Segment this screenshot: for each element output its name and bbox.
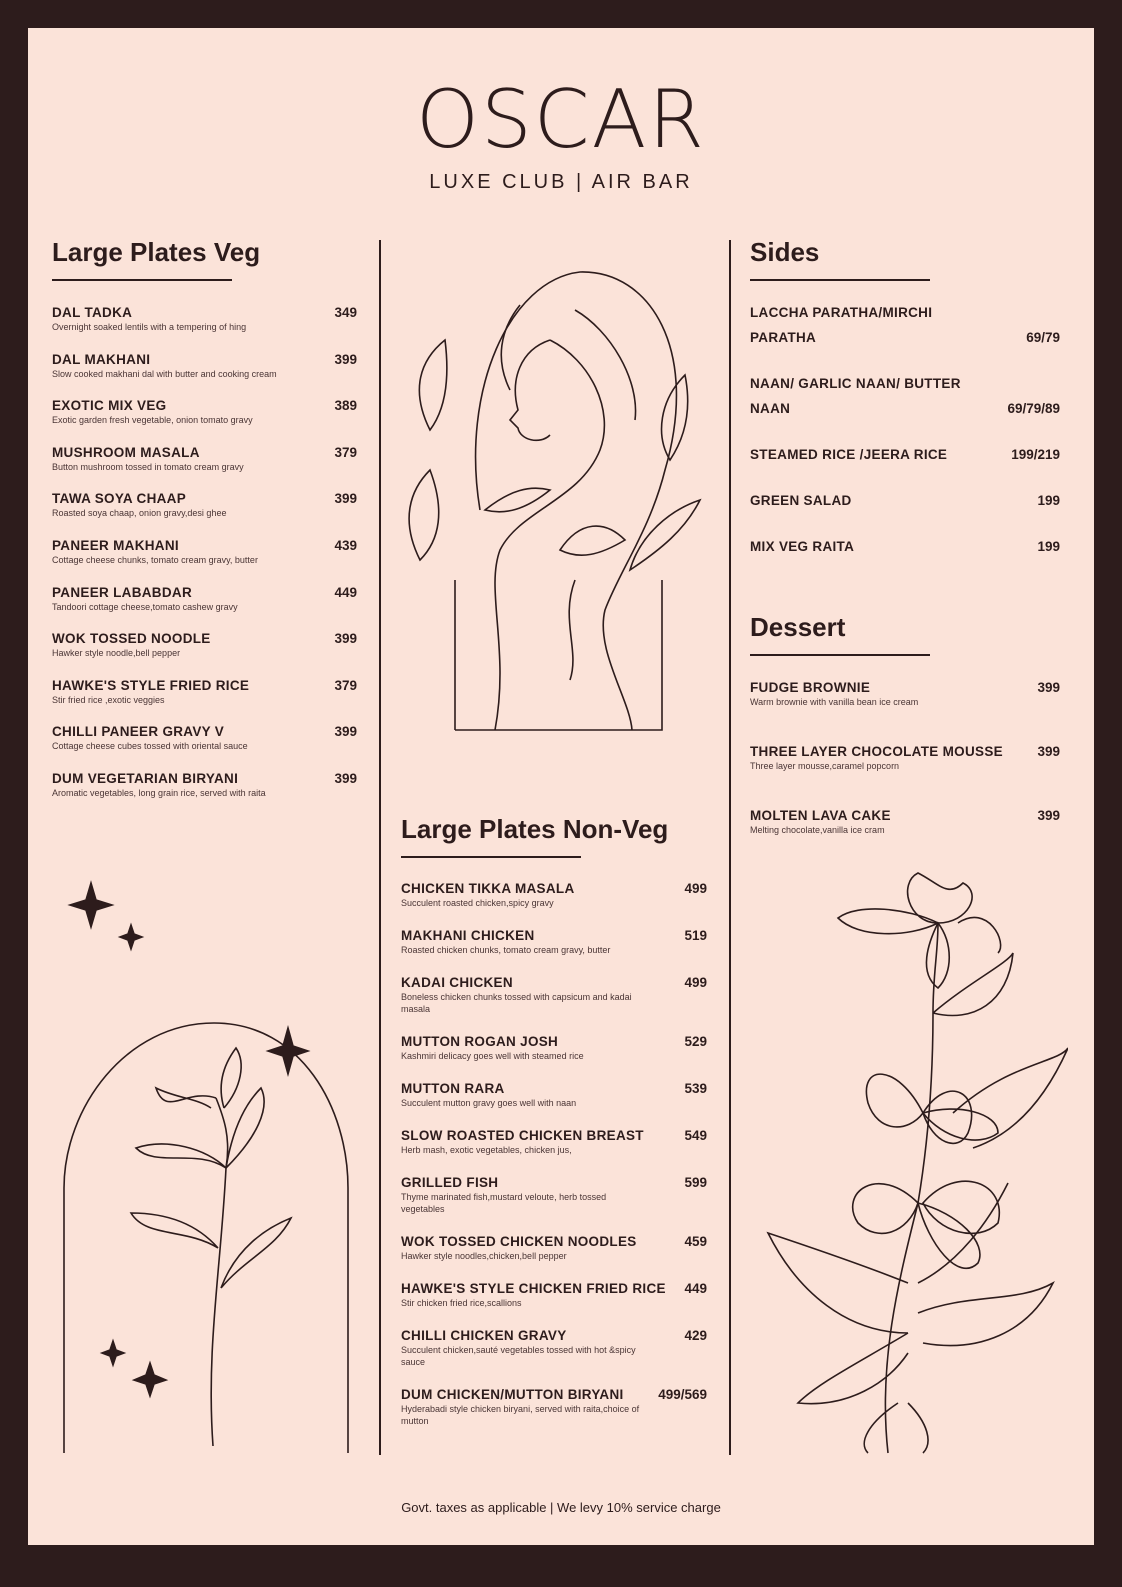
menu-item	[750, 442, 1060, 467]
menu-item	[401, 1034, 707, 1062]
menu-item-price: 399	[1037, 680, 1060, 695]
menu-item-name: WOK TOSSED NOODLE	[52, 631, 211, 647]
menu-item-description: Roasted chicken chunks, tomato cream gravy, butter	[401, 945, 611, 955]
menu-item-row	[52, 398, 357, 414]
menu-item-price: 399	[1037, 808, 1060, 823]
menu-item-name: CHILLI PANEER GRAVY V	[52, 724, 225, 740]
menu-item-description: Aromatic vegetables, long grain rice, served with raita	[52, 787, 266, 798]
menu-item-name: MIX VEG RAITA	[750, 539, 855, 554]
section-title-nonveg: Large Plates Non-Veg	[401, 814, 669, 844]
menu-item	[52, 352, 357, 399]
menu-item	[750, 300, 1060, 350]
menu-item	[750, 680, 1060, 744]
menu-item-name: DAL TADKA	[52, 305, 133, 320]
menu-item-description: Cottage cheese cubes tossed with oriental sauce	[52, 741, 248, 752]
menu-item-row	[52, 724, 357, 740]
menu-item-description: Herb mash, exotic vegetables, chicken jus,	[401, 1145, 572, 1155]
menu-item-description: Hawker style noodle,bell pepper	[52, 648, 181, 659]
nonveg-menu-list	[401, 881, 707, 1446]
menu-item	[401, 1281, 707, 1309]
menu-item-price: 379	[334, 444, 357, 460]
menu-item-description: Thyme marinated fish,mustard veloute, herb tossed vegetables	[401, 1192, 607, 1214]
menu-item-row	[52, 305, 357, 321]
menu-item	[401, 1328, 707, 1368]
menu-item-description: Roasted soya chaap, onion gravy,desi ghee	[52, 508, 227, 519]
menu-item	[52, 491, 357, 538]
menu-item-row	[750, 371, 1060, 421]
menu-item-row	[52, 538, 357, 554]
menu-item-name: HAWKE'S STYLE FRIED RICE	[52, 677, 250, 693]
menu-item-description: Succulent roasted chicken,spicy gravy	[401, 898, 554, 908]
menu-item-description: Stir chicken fried rice,scallions	[401, 1298, 522, 1308]
footer-note: Govt. taxes as applicable | We levy 10% service charge	[401, 1500, 721, 1515]
menu-page	[28, 28, 1094, 1545]
menu-item-name: LACCHA PARATHA/MIRCHI PARATHA	[750, 305, 933, 345]
menu-item-price: 459	[684, 1234, 707, 1249]
menu-item-row	[401, 1081, 707, 1097]
menu-item-row	[401, 1281, 707, 1297]
menu-item-description: Succulent mutton gravy goes well with naan	[401, 1098, 577, 1108]
menu-item-row	[401, 1328, 707, 1344]
menu-item-description: Hawker style noodles,chicken,bell pepper	[401, 1251, 567, 1261]
menu-item-name: MAKHANI CHICKEN	[401, 928, 535, 943]
section-rule	[52, 279, 232, 281]
menu-item-price: 389	[334, 398, 357, 414]
menu-item-name: GREEN SALAD	[750, 493, 852, 508]
brand-logo: OSCAR	[416, 73, 706, 166]
menu-item-row	[750, 534, 1060, 559]
menu-item-name: DUM CHICKEN/MUTTON BIRYANI	[401, 1387, 624, 1402]
menu-item-name: FUDGE BROWNIE	[750, 680, 871, 695]
section-rule	[401, 856, 581, 858]
menu-item-name: KADAI CHICKEN	[401, 975, 513, 990]
menu-item-row	[401, 928, 707, 944]
menu-item-price: 199	[1037, 493, 1060, 508]
menu-item-price: 399	[334, 770, 357, 786]
menu-item	[401, 1234, 707, 1262]
menu-item-price: 349	[334, 305, 357, 320]
menu-item	[750, 534, 1060, 559]
menu-item-description: Boneless chicken chunks tossed with capsicum and kadai masala	[401, 992, 632, 1014]
menu-item-name: NAAN/ GARLIC NAAN/ BUTTER NAAN	[750, 376, 961, 416]
menu-item-name: PANEER MAKHANI	[52, 537, 179, 553]
menu-item-name: MUTTON RARA	[401, 1081, 505, 1096]
menu-item-price: 399	[334, 491, 357, 507]
menu-item	[52, 678, 357, 725]
menu-item-price: 199/219	[1011, 447, 1060, 462]
menu-item-description: Overnight soaked lentils with a tempering of hing	[52, 322, 247, 332]
menu-item	[52, 631, 357, 678]
menu-item-name: GRILLED FISH	[401, 1175, 499, 1190]
menu-item	[52, 305, 357, 352]
menu-item-price: 449	[684, 1281, 707, 1296]
menu-item-row	[750, 744, 1060, 760]
menu-item-price: 69/79	[1026, 330, 1060, 345]
menu-item	[401, 1387, 707, 1427]
menu-item	[52, 445, 357, 492]
brand-tagline: LUXE CLUB | AIR BAR	[429, 171, 693, 193]
flower-line-art-illustration	[758, 863, 1068, 1458]
menu-item-row	[401, 975, 707, 991]
menu-item	[401, 1128, 707, 1156]
menu-item-price: 199	[1037, 539, 1060, 554]
menu-item-name: CHILLI CHICKEN GRAVY	[401, 1328, 567, 1343]
menu-item-row	[401, 1128, 707, 1144]
menu-item	[401, 881, 707, 909]
menu-item-description: Warm brownie with vanilla bean ice cream	[750, 697, 919, 707]
menu-item	[750, 744, 1060, 808]
menu-item-description: Exotic garden fresh vegetable, onion tomato gravy	[52, 415, 253, 426]
menu-item-name: DAL MAKHANI	[52, 351, 151, 367]
menu-item-row	[401, 1034, 707, 1050]
menu-item-name: SLOW ROASTED CHICKEN BREAST	[401, 1128, 644, 1143]
menu-item	[52, 724, 357, 771]
menu-item-name: THREE LAYER CHOCOLATE MOUSSE	[750, 744, 1003, 759]
section-rule	[750, 654, 930, 656]
menu-item-name: DUM VEGETARIAN BIRYANI	[52, 770, 239, 786]
menu-item-row	[52, 631, 357, 647]
column-divider	[379, 240, 381, 1455]
menu-item-price: 499	[684, 881, 707, 896]
menu-item-price: 399	[334, 351, 357, 367]
menu-item-name: MUSHROOM MASALA	[52, 444, 200, 460]
sides-menu-list	[750, 300, 1060, 580]
menu-item-name: CHICKEN TIKKA MASALA	[401, 881, 575, 896]
menu-item	[52, 538, 357, 585]
menu-item	[401, 1175, 707, 1215]
menu-item-row	[401, 1175, 707, 1191]
menu-item-price: 439	[334, 537, 357, 553]
menu-item-name: TAWA SOYA CHAAP	[52, 491, 187, 507]
menu-item-price: 549	[684, 1128, 707, 1143]
menu-item-price: 399	[334, 631, 357, 647]
menu-item-row	[401, 1234, 707, 1250]
menu-item-name: EXOTIC MIX VEG	[52, 398, 167, 414]
menu-item-row	[52, 678, 357, 694]
menu-item-description: Tandoori cottage cheese,tomato cashew gravy	[52, 601, 238, 612]
section-title-veg: Large Plates Veg	[52, 237, 261, 267]
section-title-sides: Sides	[750, 237, 820, 267]
menu-item-price: 499/569	[658, 1387, 707, 1402]
menu-item-row	[750, 808, 1060, 824]
menu-item-name: STEAMED RICE /JEERA RICE	[750, 447, 948, 462]
menu-item-price: 449	[334, 584, 357, 600]
menu-item-price: 519	[684, 928, 707, 943]
menu-item-description: Cottage cheese chunks, tomato cream gravy, butter	[52, 554, 258, 565]
menu-item	[52, 398, 357, 445]
menu-item-price: 599	[684, 1175, 707, 1190]
menu-item-description: Hyderabadi style chicken biryani, served with raita,choice of mutton	[401, 1404, 640, 1426]
menu-item-price: 399	[1037, 744, 1060, 759]
menu-item-description: Kashmiri delicacy goes well with steamed rice	[401, 1051, 584, 1061]
menu-item-row	[750, 442, 1060, 467]
menu-item-name: WOK TOSSED CHICKEN NOODLES	[401, 1234, 637, 1249]
menu-item-name: PANEER LABABDAR	[52, 584, 193, 600]
arch-flower-illustration	[46, 868, 356, 1458]
menu-item-description: Melting chocolate,vanilla ice cram	[750, 825, 885, 835]
menu-item-description: Succulent chicken,sauté vegetables tossed with hot &spicy sauce	[401, 1345, 636, 1367]
veg-menu-list	[52, 305, 357, 818]
woman-line-art-illustration	[400, 270, 710, 740]
menu-item-description: Button mushroom tossed in tomato cream gravy	[52, 461, 244, 472]
menu-item	[52, 771, 357, 818]
menu-item-row	[401, 1387, 707, 1403]
menu-item-price: 529	[684, 1034, 707, 1049]
menu-item-row	[750, 300, 1060, 350]
menu-item-row	[52, 585, 357, 601]
menu-item-row	[750, 680, 1060, 696]
menu-item-description: Stir fried rice ,exotic veggies	[52, 694, 165, 705]
menu-item-price: 379	[334, 677, 357, 693]
menu-item	[52, 585, 357, 632]
menu-item-description: Slow cooked makhani dal with butter and cooking cream	[52, 368, 277, 379]
menu-item-row	[52, 445, 357, 461]
column-divider	[729, 240, 731, 1455]
menu-item-name: MOLTEN LAVA CAKE	[750, 808, 891, 823]
menu-item-row	[52, 771, 357, 787]
section-rule	[750, 279, 930, 281]
menu-item	[750, 371, 1060, 421]
menu-item-price: 539	[684, 1081, 707, 1096]
menu-item-row	[52, 491, 357, 507]
menu-item-price: 399	[334, 724, 357, 740]
menu-item	[401, 928, 707, 956]
dessert-menu-list	[750, 680, 1060, 872]
menu-item	[750, 488, 1060, 513]
menu-item	[401, 1081, 707, 1109]
menu-item	[401, 975, 707, 1015]
menu-item-description: Three layer mousse,caramel popcorn	[750, 761, 900, 771]
section-title-dessert: Dessert	[750, 612, 846, 642]
menu-item-row	[52, 352, 357, 368]
menu-item-price: 429	[684, 1328, 707, 1343]
menu-item-name: MUTTON ROGAN JOSH	[401, 1034, 559, 1049]
menu-item-price: 69/79/89	[1007, 401, 1060, 416]
menu-item-row	[750, 488, 1060, 513]
menu-item-name: HAWKE'S STYLE CHICKEN FRIED RICE	[401, 1281, 666, 1296]
menu-item-price: 499	[684, 975, 707, 990]
menu-item-row	[401, 881, 707, 897]
